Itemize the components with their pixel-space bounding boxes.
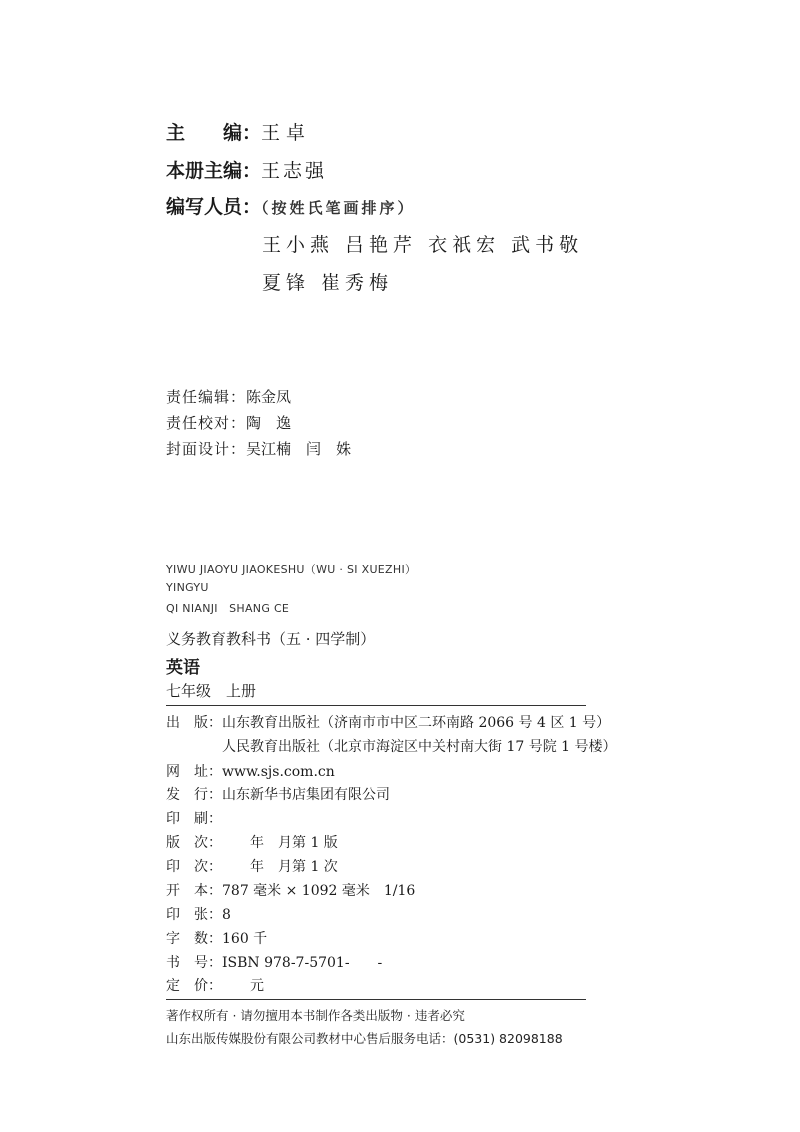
staff-proofreader [166, 412, 291, 433]
colophon-price [166, 975, 264, 995]
colophon-value: www.sjs.com.cn [222, 764, 335, 780]
colophon-label: 开 本： [166, 883, 222, 899]
pinyin-grade: QI NIANJI SHANG CE [166, 602, 290, 615]
volume-editor-label: 本册主编： [166, 160, 262, 182]
writers-note: （按姓氏笔画排序） [261, 199, 416, 217]
colophon-website [166, 761, 335, 781]
colophon-value: 山东新华书店集团有限公司 [222, 787, 390, 803]
colophon-value: 元 [222, 978, 264, 994]
pinyin-subject: YINGYU [166, 581, 209, 594]
writers-line [166, 192, 416, 219]
colophon-label: 印 刷： [166, 811, 222, 827]
volume-editor-name: 王志强 [261, 160, 328, 182]
colophon-value: 787 毫米 × 1092 毫米 1/16 [222, 883, 416, 899]
colophon-sheets [166, 904, 231, 924]
colophon-printer [166, 808, 222, 828]
writers-names-line2: 夏锋 崔秀梅 [262, 272, 394, 294]
colophon-value: 年 月第 1 次 [222, 859, 338, 875]
chief-editor-line [166, 118, 311, 145]
staff-value: 吴江楠 闫 姝 [246, 440, 352, 458]
bottom-divider [166, 999, 586, 1000]
colophon-isbn [166, 952, 382, 972]
colophon-value: ISBN 978-7-5701- - [222, 955, 383, 971]
book-subject: 英语 [166, 658, 200, 678]
colophon-label: 印 张： [166, 907, 222, 923]
book-series: 义务教育教科书（五 · 四学制） [166, 630, 376, 648]
colophon-format [166, 880, 415, 900]
volume-editor-line [166, 156, 327, 183]
chief-editor-name: 王卓 [261, 122, 312, 144]
service-hotline: 山东出版传媒股份有限公司教材中心售后服务电话：(0531) 82098188 [166, 1031, 563, 1046]
staff-value: 陈金凤 [246, 388, 292, 406]
colophon-label: 书 号： [166, 955, 222, 971]
writers-names-line1: 王小燕 吕艳芹 衣祇宏 武书敬 [262, 234, 584, 256]
colophon-label: 定 价： [166, 978, 222, 994]
colophon-label: 印 次： [166, 859, 222, 875]
colophon-label: 出 版： [166, 715, 222, 731]
pinyin-series: YIWU JIAOYU JIAOKESHU（WU · SI XUEZHI） [166, 563, 417, 576]
colophon-publisher-2: 人民教育出版社（北京市海淀区中关村南大街 17 号院 1 号楼） [222, 739, 617, 755]
colophon-value: 山东教育出版社（济南市市中区二环南路 2066 号 4 区 1 号） [222, 715, 611, 731]
writers-label: 编写人员： [166, 196, 262, 218]
colophon-impression [166, 856, 338, 876]
staff-label: 封面设计： [166, 440, 247, 458]
colophon-value: 8 [222, 907, 231, 923]
colophon-value: 160 千 [222, 931, 268, 947]
colophon-distributor [166, 784, 390, 804]
colophon-label: 字 数： [166, 931, 222, 947]
colophon-publisher [166, 712, 610, 732]
copyright-notice: 著作权所有 · 请勿擅用本书制作各类出版物 · 违者必究 [166, 1008, 465, 1023]
colophon-edition [166, 832, 338, 852]
colophon-label: 发 行： [166, 787, 222, 803]
colophon-label: 版 次： [166, 835, 222, 851]
chief-editor-label: 主 编： [166, 122, 262, 144]
colophon-label: 网 址： [166, 764, 222, 780]
staff-label: 责任校对： [166, 414, 247, 432]
top-divider [166, 705, 586, 706]
staff-value: 陶 逸 [246, 414, 292, 432]
book-grade: 七年级 上册 [166, 682, 257, 700]
colophon-value: 年 月第 1 版 [222, 835, 338, 851]
colophon-words [166, 928, 267, 948]
staff-editor [166, 386, 291, 407]
staff-label: 责任编辑： [166, 388, 247, 406]
staff-cover-design [166, 438, 351, 459]
